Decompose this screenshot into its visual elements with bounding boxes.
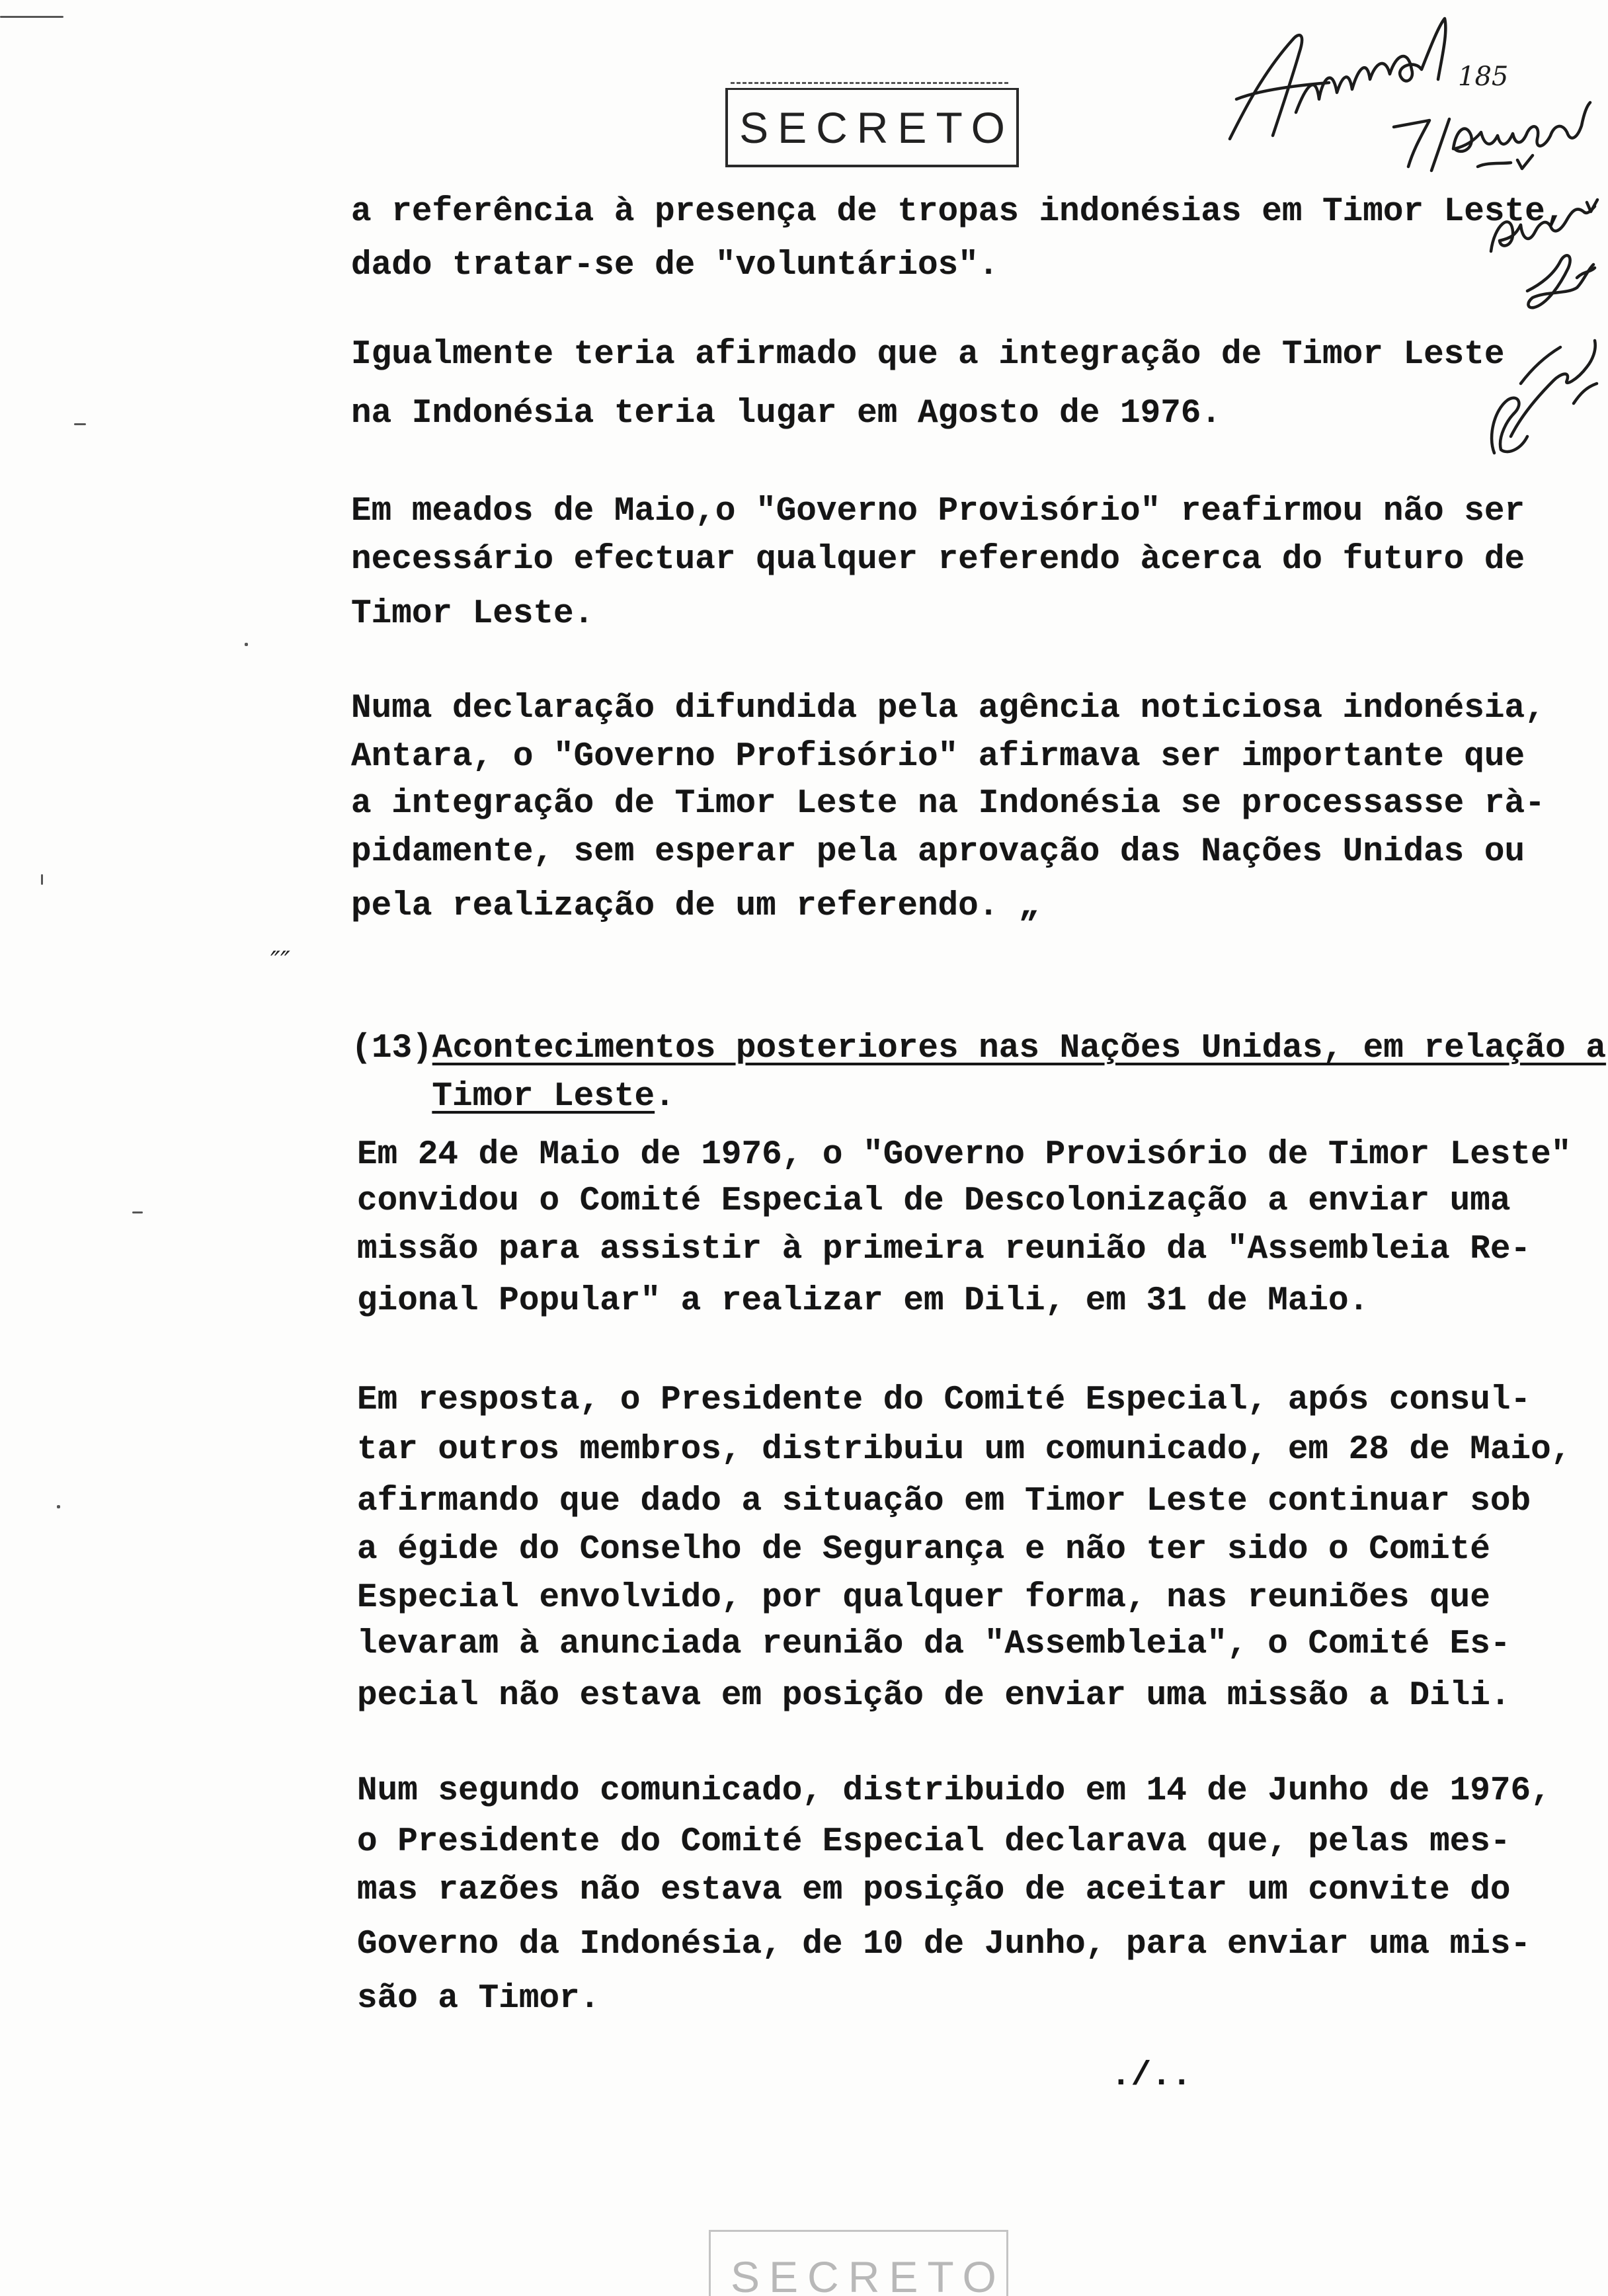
section-title-line-2: Timor Leste [432,1078,655,1116]
stamp-dashed-line [731,82,1008,84]
signature-scribble [1230,19,1445,139]
section-title-end: . [655,1078,675,1116]
section-title-line-1: Acontecimentos posteriores nas Nações Unidas, em relação a [432,1030,1606,1067]
paragraph-4-line: pela realização de um referendo. „ [351,887,1039,925]
secret-stamp-bottom [709,2230,1008,2296]
continuation-mark: ./.. [1111,2057,1192,2095]
scan-speck [74,423,86,425]
secret-stamp-top [725,88,1019,167]
paragraph-5-line: missão para assistir à primeira reunião da "Assembleia Re- [357,1231,1531,1268]
handwritten-annotations [1217,13,1600,463]
paragraph-7-line: mas razões não estava em posição de aceitar um convite do [357,1871,1511,1909]
paragraph-4-line: a integração de Timor Leste na Indonésia se processasse rà- [351,785,1545,823]
paragraph-6-line: levaram à anunciada reunião da "Assembleia", o Comité Es- [357,1625,1511,1663]
scan-mark-top-left [0,16,63,18]
paragraph-5-line: gional Popular" a realizar em Dili, em 31 de Maio. [357,1282,1369,1320]
paragraph-7-line: são a Timor. [357,1980,600,2018]
paragraph-1-line: a referência à presença de tropas indonésias em Timor Leste, [351,193,1566,231]
paragraph-6-line: pecial não estava em posição de enviar uma missão a Dili. [357,1677,1511,1715]
paragraph-4-line: pidamente, sem esperar pela aprovação das Nações Unidas ou [351,833,1525,871]
secret-stamp-text: SECRETO [739,102,1014,152]
scan-speck [57,1505,60,1508]
margin-note-scribble [1491,206,1597,453]
paragraph-2-line: na Indonésia teria lugar em Agosto de 1976. [351,395,1222,432]
secret-stamp-bottom-text: SECRETO [731,2252,1006,2296]
paragraph-1-line: dado tratar-se de "voluntários". [351,247,999,284]
paragraph-4-line: Numa declaração difundida pela agência noticiosa indonésia, [351,690,1545,727]
paragraph-4-line: Antara, o "Governo Profisório" afirmava ser importante que [351,738,1525,776]
paragraph-6-line: tar outros membros, distribuiu um comunicado, em 28 de Maio, [357,1431,1572,1469]
section-number: (13) [351,1030,432,1067]
paragraph-2-line: Igualmente teria afirmado que a integração de Timor Leste [351,336,1505,374]
paragraph-3-line: necessário efectuar qualquer referendo àcerca do futuro de [351,541,1525,579]
scan-speck [41,874,43,885]
paragraph-6-line: Especial envolvido, por qualquer forma, nas reuniões que [357,1579,1490,1617]
paragraph-5-line: Em 24 de Maio de 1976, o "Governo Provisório de Timor Leste" [357,1136,1572,1174]
margin-quote-mark: ″″ [270,946,290,977]
paragraph-7-line: o Presidente do Comité Especial declarava que, pelas mes- [357,1823,1511,1861]
paragraph-7-line: Num segundo comunicado, distribuido em 14 de Junho de 1976, [357,1772,1551,1810]
paragraph-7-line: Governo da Indonésia, de 10 de Junho, para enviar uma mis- [357,1926,1531,1963]
scan-speck [132,1211,143,1213]
paragraph-6-line: Em resposta, o Presidente do Comité Especial, após consul- [357,1381,1531,1419]
paragraph-6-line: a égide do Conselho de Segurança e não ter sido o Comité [357,1531,1490,1569]
paragraph-6-line: afirmando que dado a situação em Timor Leste continuar sob [357,1483,1531,1520]
paragraph-5-line: convidou o Comité Especial de Descolonização a enviar uma [357,1182,1511,1220]
paragraph-3-line: Em meados de Maio,o "Governo Provisório" reafirmou não ser [351,493,1525,530]
scan-speck [245,643,248,646]
paragraph-3-line: Timor Leste. [351,595,594,633]
handwritten-page-number: 185 [1458,62,1509,92]
